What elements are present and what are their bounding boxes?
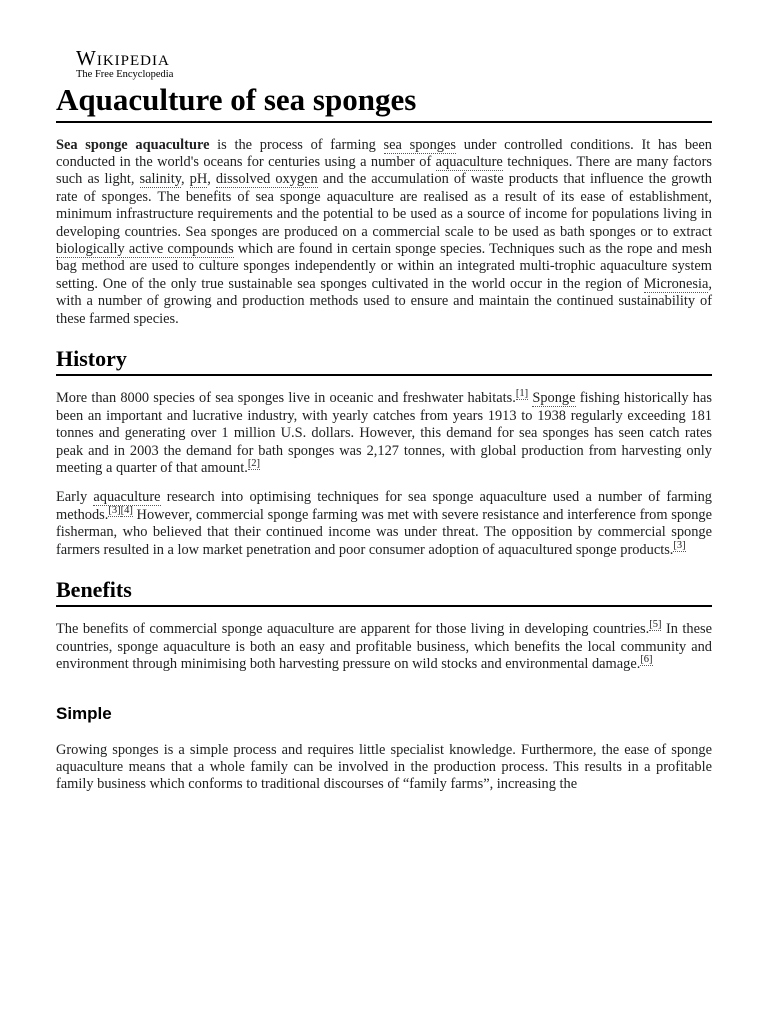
link-sponge[interactable]: Sponge (532, 390, 576, 407)
lead-text: is the process of farming (209, 136, 384, 153)
lead-text: , with a number of growing and production methods used to ensure and maintain the continued sustainability of these farmed species. (56, 275, 712, 327)
citation-ref[interactable]: [1] (515, 388, 529, 400)
link-sea-sponges[interactable]: sea sponges (383, 136, 456, 153)
lead-text: , (180, 171, 190, 188)
logo-tagline: The Free Encyclopedia (76, 69, 174, 80)
lead-text: techniques. There are many factors such as light, (56, 154, 712, 188)
history-text: More than 8000 species of sea sponges live in oceanic and freshwater habitats. (56, 390, 516, 407)
section-heading-benefits: Benefits (56, 577, 712, 607)
benefits-text: In these countries, sponge aquaculture is both an easy and profitable business, which benefits the local community and environment through minimising both harvesting pressure on wild stocks and environmental damage. (56, 621, 712, 673)
lead-text: which are found in certain sponge species. Techniques such as the rope and mesh bag method are used to culture sponges independently or within an integrated multi-trophic aquaculture system setting. One of the only true sustainable sea sponges cultivated in the world occur in the region of (56, 241, 712, 292)
link-dissolved-oxygen[interactable]: dissolved oxygen (215, 171, 318, 188)
citation-ref[interactable]: [3] (673, 539, 686, 551)
subsection-heading-simple: Simple (56, 703, 112, 723)
link-ph[interactable]: pH (189, 171, 208, 188)
lead-paragraph (56, 137, 712, 328)
history-paragraph-2 (56, 489, 712, 559)
logo-wordmark: Wikipedia (76, 46, 170, 70)
history-text: fishing historically has been an important and lucrative industry, with yearly catches from years 1913 to 1938 regularly exceeding 181 tonnes and generating over 1 million U.S. dollars. However, this demand for sea sponges has seen catch rates peak and in 2003 the demand for bath sponges was 2,127 tonnes, with global production from harvesting only meeting a quarter of that amount. (56, 390, 712, 476)
link-aquaculture[interactable]: aquaculture (435, 154, 503, 170)
link-aquaculture[interactable]: aquaculture (93, 489, 161, 506)
history-text: Early (56, 489, 94, 506)
article-page (56, 48, 712, 794)
page-title: Aquaculture of sea sponges (56, 83, 712, 123)
history-text: However, commercial sponge farming was met with severe resistance and interference from sponge fisherman, who believed that their continued income was under threat. The opposition by commercial sponge farmers resulted in a low market penetration and poor consumer adoption of aquacultured sponge products. (56, 506, 712, 558)
section-heading-history: History (56, 346, 712, 376)
citation-ref[interactable]: [3] (108, 504, 121, 516)
lead-bold-term: Sea sponge aquaculture (56, 136, 210, 153)
wikipedia-logo[interactable] (76, 48, 216, 81)
citation-ref[interactable]: [6] (640, 654, 653, 666)
history-text: research into optimising techniques for sea sponge aquaculture used a number of farming methods. (56, 489, 712, 523)
lead-text: and the accumulation of waste products that influence the growth rate of sponges. The benefits of sea sponge aquaculture are realised as a result of its ease of establishment, minimum infrastructure requirements and the potential to be used as a source of income for populations living in developing countries. Sea sponges are produced on a commercial scale to be used as bath sponges or to extract (56, 171, 712, 240)
history-paragraph-1 (56, 390, 712, 477)
benefits-section (56, 621, 712, 673)
citation-ref[interactable]: [2] (247, 457, 261, 469)
lead-text: under controlled conditions. It has been conducted in the world's oceans for centuries using a number of (56, 136, 713, 170)
benefits-text: The benefits of commercial sponge aquaculture are apparent for those living in developing countries. (56, 621, 650, 638)
simple-paragraph-1: Growing sponges is a simple process and requires little specialist knowledge. Furthermore, the ease of sponge aquaculture means that a whole family can be involved in the production process. This results in a profitable family business which conforms to traditional discourses of “family farms”, increasing the (56, 741, 712, 793)
benefits-paragraph-1 (56, 621, 712, 673)
citation-ref[interactable]: [5] (649, 619, 662, 631)
simple-section (56, 742, 712, 794)
lead-text: , (207, 171, 216, 188)
link-salinity[interactable]: salinity (139, 171, 181, 188)
history-section (56, 390, 712, 559)
citation-ref[interactable]: [4] (120, 504, 133, 516)
link-micronesia[interactable]: Micronesia (643, 275, 709, 292)
link-biologically-active-compounds[interactable]: biologically active compounds (56, 241, 234, 258)
